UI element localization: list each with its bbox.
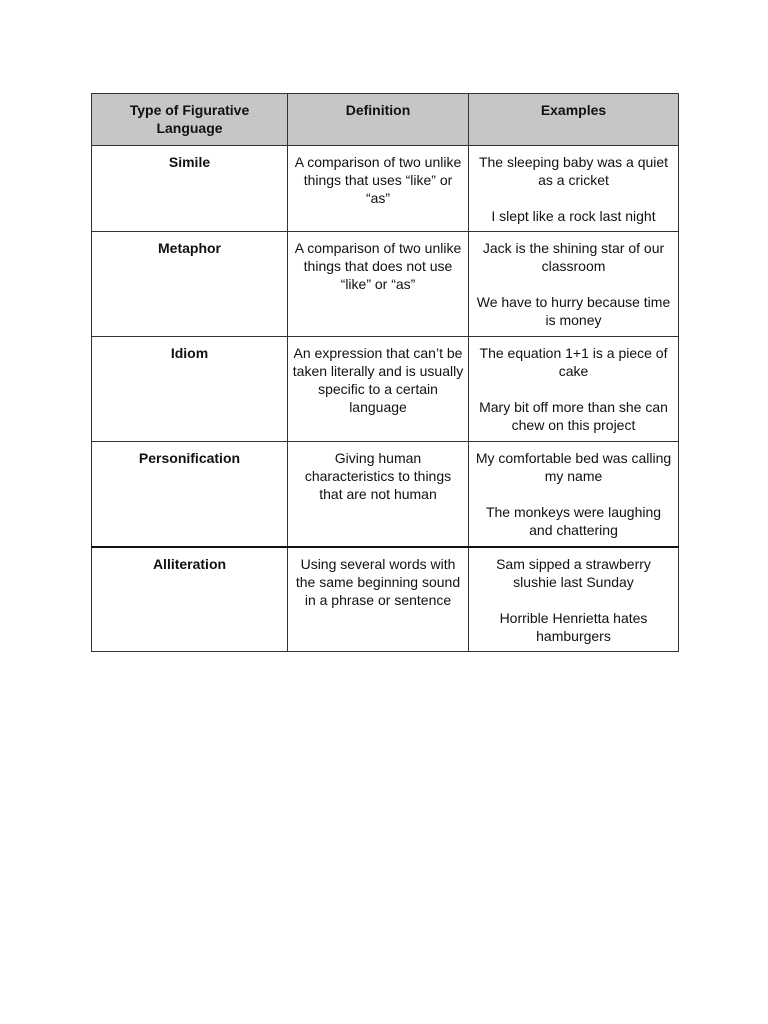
example-text: We have to hurry because time is money [476, 294, 671, 328]
header-definition: Definition [288, 94, 469, 146]
term-cell: Alliteration [92, 547, 288, 652]
figurative-language-table [91, 93, 679, 652]
definition-cell: Giving human characteristics to things that are not human [288, 442, 469, 547]
example-text: Sam sipped a strawberry slushie last Sunday [496, 555, 651, 590]
example-text: Mary bit off more than she can chew on this project [479, 399, 668, 433]
term-cell: Metaphor [92, 232, 288, 337]
example-text: The monkeys were laughing and chattering [485, 504, 662, 538]
examples-cell [469, 337, 679, 442]
example-text: The sleeping baby was a quiet as a cricket [478, 154, 669, 188]
definition-cell: Using several words with the same beginning sound in a phrase or sentence [288, 547, 469, 652]
definition-cell: A comparison of two unlike things that does not use “like” or “as” [288, 232, 469, 337]
header-examples: Examples [469, 94, 679, 146]
examples-cell [469, 146, 679, 232]
table-row [92, 146, 679, 232]
table-row [92, 337, 679, 442]
definition-cell: A comparison of two unlike things that uses “like” or “as” [288, 146, 469, 232]
examples-cell [469, 547, 679, 652]
table-row [92, 547, 679, 652]
example-text: Horrible Henrietta hates hamburgers [499, 609, 648, 644]
definition-cell: An expression that can’t be taken literally and is usually specific to a certain language [288, 337, 469, 442]
examples-cell [469, 442, 679, 547]
table-row [92, 232, 679, 337]
term-cell: Idiom [92, 337, 288, 442]
example-text: The equation 1+1 is a piece of cake [479, 345, 668, 379]
examples-cell [469, 232, 679, 337]
term-cell: Simile [92, 146, 288, 232]
table-header-row [92, 94, 679, 146]
example-text: Jack is the shining star of our classroom [482, 240, 665, 274]
term-cell: Personification [92, 442, 288, 547]
header-type: Type of Figurative Language [92, 94, 288, 146]
table-row [92, 442, 679, 547]
example-text: My comfortable bed was calling my name [475, 450, 672, 484]
example-text: I slept like a rock last night [491, 208, 656, 224]
